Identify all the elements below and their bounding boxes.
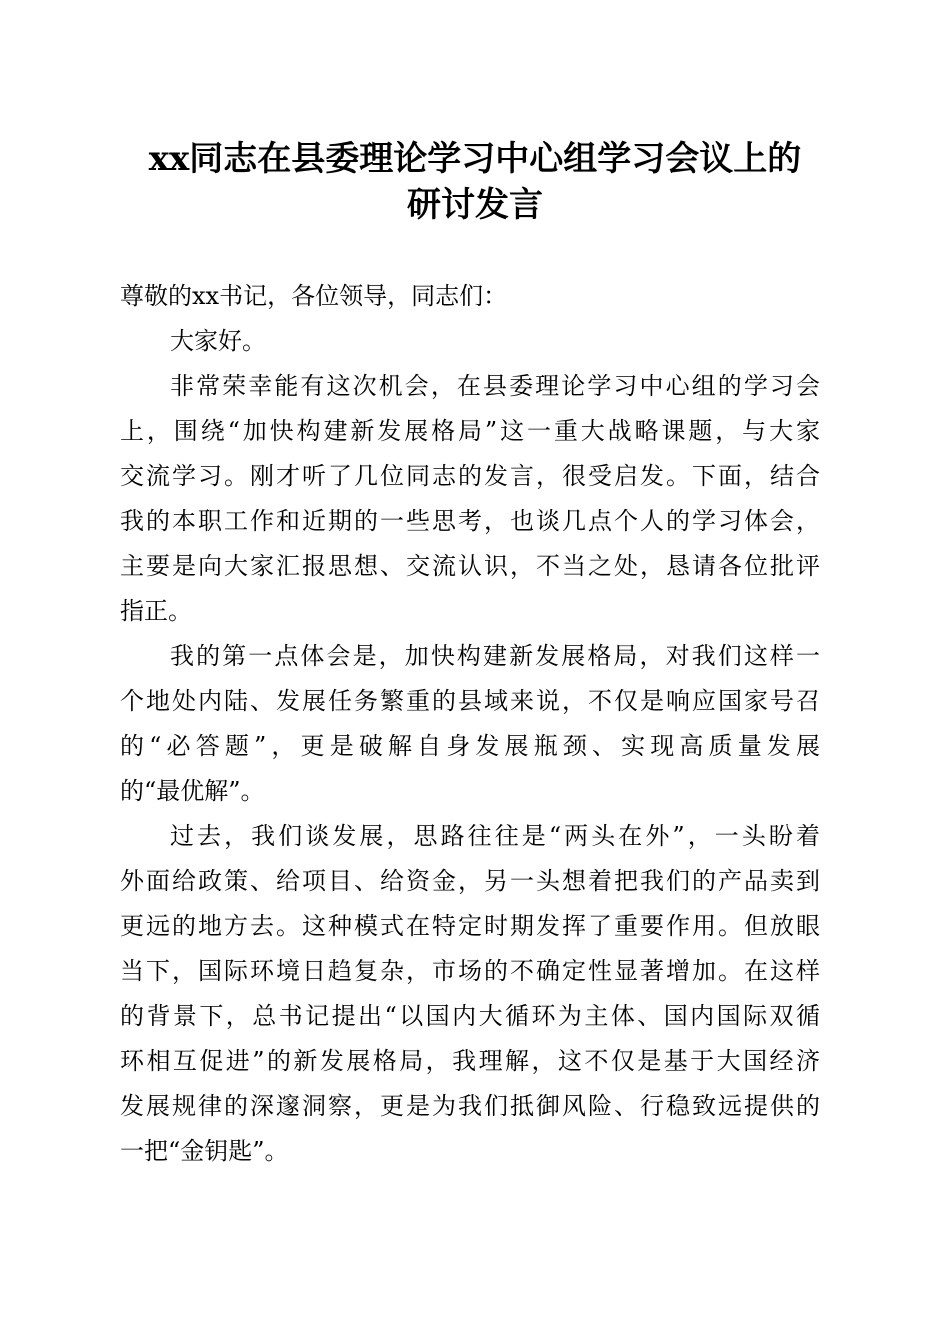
paragraph-line: 交流学习。刚才听了几位同志的发言，很受启发。下面，结合 [120, 462, 820, 490]
paragraph-line: 发展规律的深邃洞察，更是为我们抵御风险、行稳致远提供的 [120, 1092, 820, 1120]
paragraph [120, 634, 820, 814]
paragraph-line: 指正。 [120, 597, 192, 625]
paragraph [120, 814, 820, 1174]
paragraph-line: 当下，国际环境日趋复杂，市场的不确定性显著增加。在这样 [120, 957, 820, 985]
document-title [100, 136, 850, 228]
paragraph-line: 的“最优解”。 [120, 777, 265, 805]
paragraph-line: 个地处内陆、发展任务繁重的县域来说，不仅是响应国家号召 [120, 687, 820, 715]
title-line: xx同志在县委理论学习中心组学习会议上的 [148, 139, 802, 179]
paragraph-line: 一把“金钥匙”。 [120, 1137, 289, 1165]
salutation: 尊敬的xx书记，各位领导，同志们： [120, 282, 508, 310]
title-line: 研讨发言 [407, 185, 543, 225]
paragraph-line: 主要是向大家汇报思想、交流认识，不当之处，恳请各位批评 [120, 552, 820, 580]
paragraph-line: 更远的地方去。这种模式在特定时期发挥了重要作用。但放眼 [120, 912, 820, 940]
paragraph-line: 我的本职工作和近期的一些思考，也谈几点个人的学习体会， [120, 507, 820, 535]
paragraph-line: 过去，我们谈发展，思路往往是“两头在外”，一头盼着 [170, 822, 820, 850]
paragraph-line: 大家好。 [170, 327, 266, 355]
paragraph-line: 我的第一点体会是，加快构建新发展格局，对我们这样一 [170, 642, 820, 670]
paragraph-line: 上，围绕“加快构建新发展格局”这一重大战略课题，与大家 [120, 417, 820, 445]
paragraph-line: 外面给政策、给项目、给资金，另一头想着把我们的产品卖到 [120, 867, 820, 895]
paragraph-line: 的“必答题”，更是破解自身发展瓶颈、实现高质量发展 [120, 732, 820, 760]
paragraph-line: 环相互促进”的新发展格局，我理解，这不仅是基于大国经济 [120, 1047, 820, 1075]
paragraph-line: 非常荣幸能有这次机会，在县委理论学习中心组的学习会 [170, 372, 820, 400]
document-body [120, 274, 820, 1174]
paragraph [120, 364, 820, 634]
paragraph-line: 的背景下，总书记提出“以国内大循环为主体、国内国际双循 [120, 1002, 820, 1030]
paragraph [120, 319, 820, 364]
